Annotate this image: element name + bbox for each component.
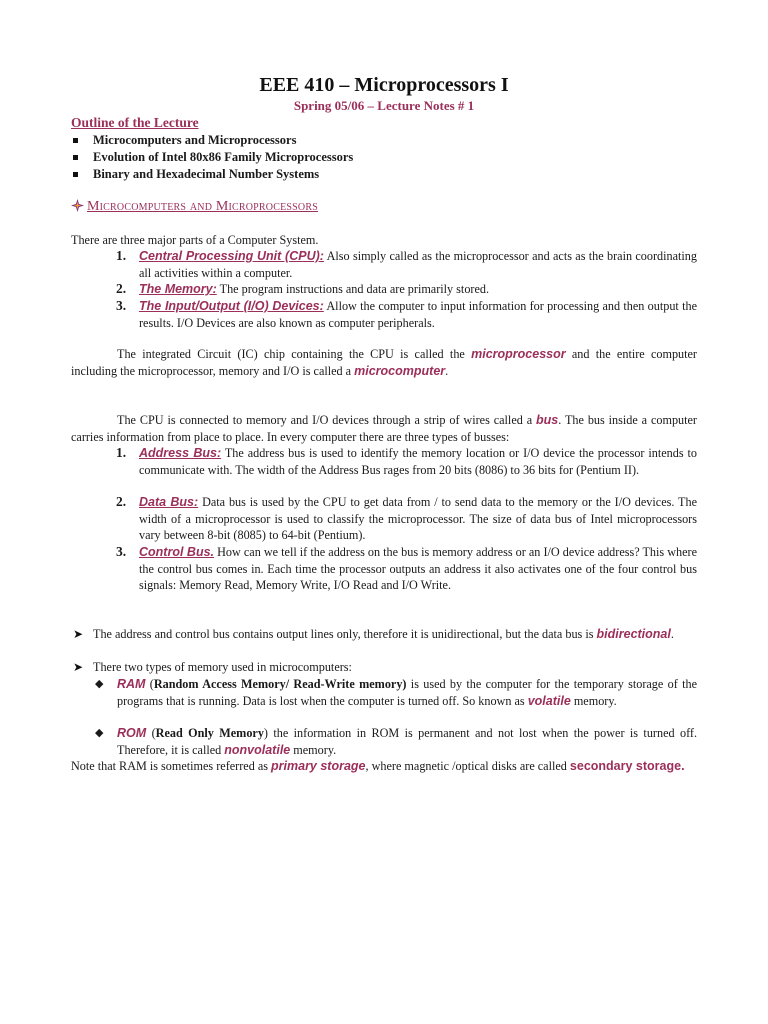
keyword-rom: ROM [117,726,147,740]
outline-item: Evolution of Intel 80x86 Family Microprocessors [71,149,353,166]
term-data-bus: Data Bus: [139,495,199,509]
intro-text: There are three major parts of a Computer System. [71,233,319,247]
keyword-nonvolatile: nonvolatile [224,742,291,757]
outline-list [71,132,353,183]
keyword-secondary-storage: secondary storage [569,759,682,773]
square-bullet-icon [73,138,78,143]
part-item-io: 3. The Input/Output (I/O) Devices: Allow the computer to input information for processing and then output the results. I/O Devices are also known as computer peripherals. [116,298,697,330]
outline-heading: Outline of the Lecture [71,115,199,130]
term-cpu: Central Processing Unit (CPU): [139,249,324,263]
document-title: EEE 410 – Microprocessors I [259,74,509,96]
term-memory: The Memory: [139,282,217,296]
arrow-item-memory-types: ➤ There two types of memory used in microcomputers: [73,660,352,674]
outline-item: Binary and Hexadecimal Number Systems [71,166,353,183]
square-bullet-icon [73,172,78,177]
bus-paragraph: The CPU is connected to memory and I/O devices through a strip of wires called a bus. The bus inside a computer carries information from place to place. In every computer there are three types of busses: [71,413,697,444]
keyword-bus: bus [536,413,559,427]
bus-item-control: 3. Control Bus. How can we tell if the address on the bus is memory address or an I/O device address? This where the control bus comes in. Each time the processor outputs an address it also activates one of the four control bus signals: Memory Read, Memory Write, I/O Read and I/O Write. [116,544,697,592]
part-item-memory: 2. The Memory: The program instructions and data are primarily stored. [116,281,490,296]
document-subtitle: Spring 05/06 – Lecture Notes # 1 [293,98,475,113]
keyword-microcomputer: microcomputer [354,363,446,378]
part-item-cpu: 1. Central Processing Unit (CPU): Also simply called as the microprocessor and acts as the brain coordinating all activities within a computer. [116,248,697,280]
bus-item-address: 1. Address Bus: The address bus is used to identify the memory location or I/O device the processor intends to communicate with. The width of the Address Bus rages from 20 bits (8086) to 36 bits for (Pentium II). [116,445,697,477]
section-heading-text: Microcomputers and Microprocessors [87,199,318,214]
term-io: The Input/Output (I/O) Devices: [139,299,324,313]
arrowhead-bullet-icon: ➤ [73,627,84,641]
memory-item-ram: ◆ RAM (Random Access Memory/ Read-Write memory) is used by the computer for the temporary storage of the programs that is running. Data is lost when the computer is turned off. So known as volatile memory. [95,677,697,708]
keyword-primary-storage: primary storage [271,759,366,773]
section-heading [71,199,318,215]
square-bullet-icon [73,155,78,160]
ic-paragraph: The integrated Circuit (IC) chip containing the CPU is called the microprocessor and the entire computer including the microprocessor, memory and I/O is called a microcomputer. [71,347,697,378]
diamond-bullet-icon: ◆ [95,678,104,690]
outline-item: Microcomputers and Microprocessors [71,132,353,149]
arrow-item-bus-direction: ➤ The address and control bus contains output lines only, therefore it is unidirectional, but the data bus is bidirectional. [73,627,674,641]
arrowhead-bullet-icon: ➤ [73,660,84,674]
memory-item-rom: ◆ ROM (Read Only Memory) the information in ROM is permanent and not lost when the power is turned off. Therefore, it is called nonvolatile memory. [95,726,698,757]
four-point-star-icon [71,199,84,212]
term-control-bus: Control Bus. [139,545,215,559]
bus-item-data: 2. Data Bus: Data bus is used by the CPU to get data from / to send data to the memory or the I/O devices. The width of a microprocessor is used to classify the microprocessor. The size of data bus of Intel microprocessors vary between 8-bit (8085) to 64-bit (Pentium). [116,494,698,542]
diamond-bullet-icon: ◆ [95,727,104,739]
keyword-microprocessor: microprocessor [471,347,566,361]
keyword-bidirectional: bidirectional [596,627,671,641]
keyword-volatile: volatile [527,693,571,708]
keyword-ram: RAM [117,677,146,691]
storage-note: Note that RAM is sometimes referred as primary storage, where magnetic /optical disks are called secondary storage. [71,759,685,773]
term-address-bus: Address Bus: [139,446,222,460]
